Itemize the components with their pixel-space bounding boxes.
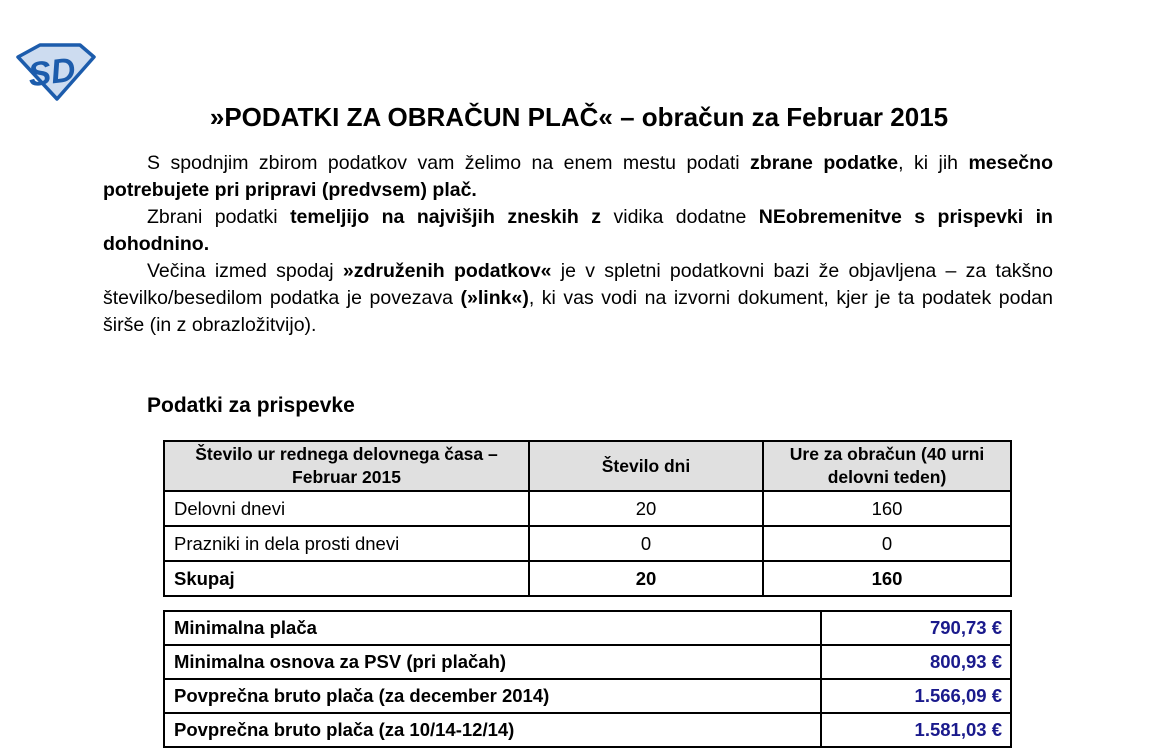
table-cell: 160 bbox=[763, 561, 1011, 596]
amount-label: Povprečna bruto plača (za december 2014) bbox=[164, 679, 821, 713]
hours-header-cell: Število dni bbox=[529, 441, 763, 491]
text-run-bold: NEobremenitve s prispevki in dohodnino. bbox=[103, 206, 1053, 255]
text-run: vidika dodatne bbox=[601, 206, 759, 228]
intro-paragraph-1 bbox=[103, 150, 1053, 204]
shield-logo-icon bbox=[13, 42, 99, 102]
page-title: »PODATKI ZA OBRAČUN PLAČ« – obračun za Februar 2015 bbox=[209, 102, 949, 132]
section-heading: Podatki za prispevke bbox=[147, 394, 355, 417]
table-cell: 20 bbox=[529, 561, 763, 596]
table-header-row bbox=[164, 441, 1011, 491]
hours-header-cell: Ure za obračun (40 urni delovni teden) bbox=[763, 441, 1011, 491]
text-run-bold: mesečno potrebujete pri pripravi (predvsem) plač. bbox=[103, 152, 1053, 201]
text-run-bold: temeljijo na najvišjih zneskih z bbox=[290, 206, 602, 228]
table-cell: Skupaj bbox=[164, 561, 529, 596]
hours-table bbox=[163, 440, 1012, 597]
table-cell: Delovni dnevi bbox=[164, 491, 529, 526]
amounts-table bbox=[163, 610, 1012, 748]
table-cell: Prazniki in dela prosti dnevi bbox=[164, 526, 529, 561]
intro-paragraph-3 bbox=[103, 258, 1053, 339]
amount-value: 1.566,09 € bbox=[821, 679, 1011, 713]
text-run: je v spletni podatkovni bazi že objavljena – za takšno številko/besedilom podatka je povezava bbox=[103, 260, 1053, 309]
text-run: , ki jih bbox=[898, 152, 969, 174]
logo-letters: SD bbox=[26, 50, 78, 95]
text-run: , ki vas vodi na izvorni dokument, kjer je ta podatek podan širše (in z obrazložitvijo). bbox=[103, 287, 1053, 336]
table-cell: 0 bbox=[763, 526, 1011, 561]
table-row bbox=[164, 645, 1011, 679]
table-cell: 20 bbox=[529, 491, 763, 526]
table-row bbox=[164, 679, 1011, 713]
hours-header-cell: Število ur rednega delovnega časa – Februar 2015 bbox=[164, 441, 529, 491]
table-row bbox=[164, 491, 1011, 526]
table-cell: 0 bbox=[529, 526, 763, 561]
text-run: Zbrani podatki bbox=[147, 206, 291, 228]
table-row bbox=[164, 713, 1011, 747]
text-run-bold: (»link«) bbox=[460, 287, 529, 309]
amount-value: 1.581,03 € bbox=[821, 713, 1011, 747]
table-row bbox=[164, 526, 1011, 561]
amount-label: Povprečna bruto plača (za 10/14-12/14) bbox=[164, 713, 821, 747]
intro-paragraph-2 bbox=[103, 204, 1053, 258]
table-total-row bbox=[164, 561, 1011, 596]
text-run: Večina izmed spodaj bbox=[147, 260, 343, 282]
amount-value: 790,73 € bbox=[821, 611, 1011, 645]
company-logo bbox=[13, 42, 99, 102]
amount-label: Minimalna plača bbox=[164, 611, 821, 645]
amount-value: 800,93 € bbox=[821, 645, 1011, 679]
text-run: S spodnjim zbirom podatkov vam želimo na enem mestu podati bbox=[147, 152, 751, 174]
text-run-bold: »združenih podatkov« bbox=[342, 260, 552, 282]
text-run-bold: zbrane podatke bbox=[750, 152, 899, 174]
amount-label: Minimalna osnova za PSV (pri plačah) bbox=[164, 645, 821, 679]
table-row bbox=[164, 611, 1011, 645]
table-cell: 160 bbox=[763, 491, 1011, 526]
intro-text bbox=[103, 150, 1053, 339]
